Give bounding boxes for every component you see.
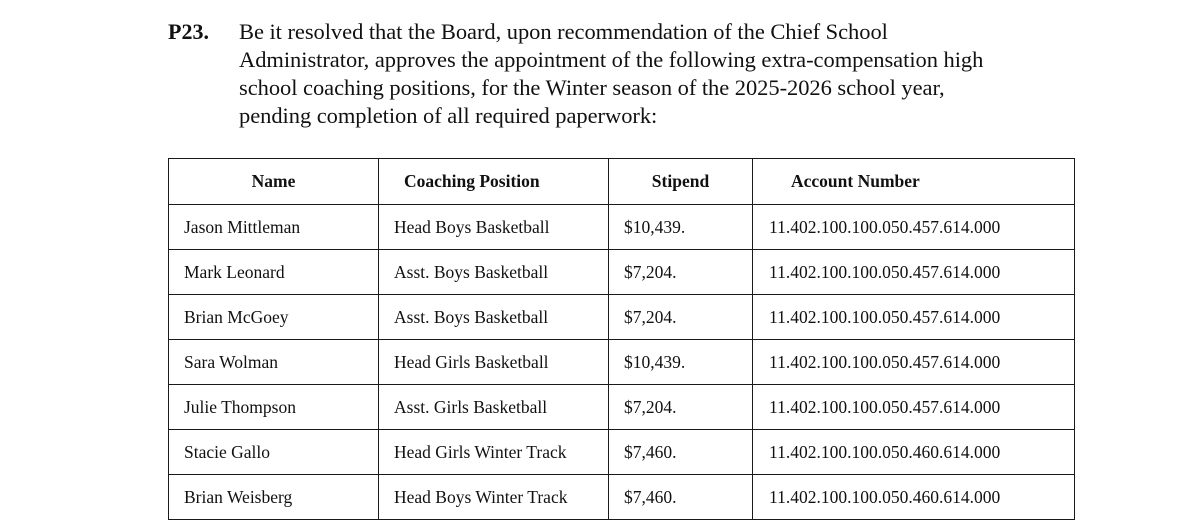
header-name: Name xyxy=(169,159,379,205)
cell-account-number: 11.402.100.100.050.460.614.000 xyxy=(753,475,1075,520)
cell-position: Head Girls Winter Track xyxy=(379,430,609,475)
cell-account-number: 11.402.100.100.050.457.614.000 xyxy=(753,385,1075,430)
table-row xyxy=(169,295,1075,340)
cell-stipend: $7,204. xyxy=(609,295,753,340)
cell-name: Sara Wolman xyxy=(169,340,379,385)
table-row xyxy=(169,385,1075,430)
table-row xyxy=(169,250,1075,295)
table-row xyxy=(169,340,1075,385)
cell-account-number: 11.402.100.100.050.457.614.000 xyxy=(753,295,1075,340)
resolution-line: pending completion of all required paperwork: xyxy=(239,103,658,128)
cell-name: Brian Weisberg xyxy=(169,475,379,520)
cell-name: Jason Mittleman xyxy=(169,205,379,250)
cell-name: Brian McGoey xyxy=(169,295,379,340)
header-stipend: Stipend xyxy=(609,159,753,205)
resolution-line: Administrator, approves the appointment of the following extra-compensation high xyxy=(239,47,984,72)
cell-name: Julie Thompson xyxy=(169,385,379,430)
resolution-line: Be it resolved that the Board, upon recommendation of the Chief School xyxy=(239,19,888,44)
coaching-appointments-table xyxy=(168,158,1075,520)
cell-stipend: $7,460. xyxy=(609,430,753,475)
table-header-row xyxy=(169,159,1075,205)
cell-position: Asst. Boys Basketball xyxy=(379,295,609,340)
cell-stipend: $10,439. xyxy=(609,205,753,250)
header-account-number: Account Number xyxy=(753,159,1075,205)
cell-name: Stacie Gallo xyxy=(169,430,379,475)
cell-account-number: 11.402.100.100.050.457.614.000 xyxy=(753,340,1075,385)
cell-account-number: 11.402.100.100.050.457.614.000 xyxy=(753,250,1075,295)
cell-position: Asst. Boys Basketball xyxy=(379,250,609,295)
resolution-line: school coaching positions, for the Winter season of the 2025-2026 school year, xyxy=(239,75,945,100)
cell-position: Head Boys Winter Track xyxy=(379,475,609,520)
cell-account-number: 11.402.100.100.050.460.614.000 xyxy=(753,430,1075,475)
resolution-text xyxy=(239,18,1039,130)
cell-position: Asst. Girls Basketball xyxy=(379,385,609,430)
cell-stipend: $7,204. xyxy=(609,385,753,430)
resolution-number: P23. xyxy=(168,19,209,44)
cell-account-number: 11.402.100.100.050.457.614.000 xyxy=(753,205,1075,250)
cell-stipend: $10,439. xyxy=(609,340,753,385)
table-row xyxy=(169,205,1075,250)
table-row xyxy=(169,475,1075,520)
cell-stipend: $7,204. xyxy=(609,250,753,295)
cell-position: Head Boys Basketball xyxy=(379,205,609,250)
header-coaching-position: Coaching Position xyxy=(379,159,609,205)
cell-stipend: $7,460. xyxy=(609,475,753,520)
table-row xyxy=(169,430,1075,475)
cell-position: Head Girls Basketball xyxy=(379,340,609,385)
cell-name: Mark Leonard xyxy=(169,250,379,295)
